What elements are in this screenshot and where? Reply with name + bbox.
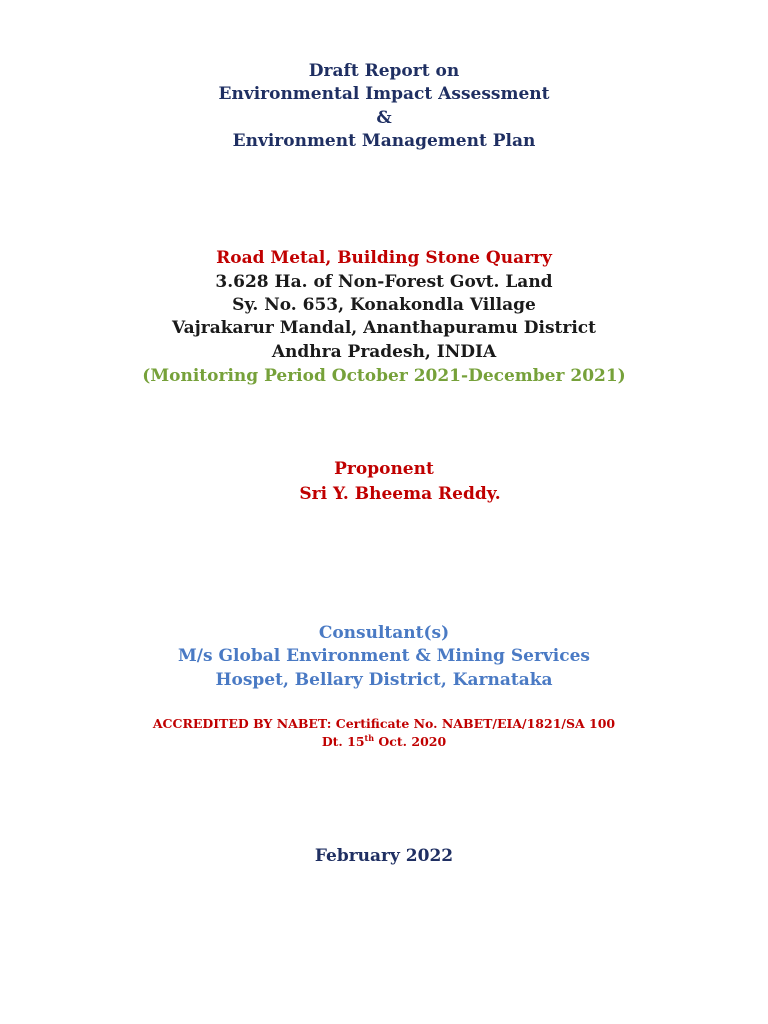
accreditation-date xyxy=(0,734,768,749)
consultant-firm: M/s Global Environment & Mining Services xyxy=(177,646,590,666)
project-name: Road Metal, Building Stone Quarry xyxy=(216,248,552,268)
project-survey: Sy. No. 653, Konakondla Village xyxy=(232,295,536,315)
title-line-2: Environmental Impact Assessment xyxy=(218,84,550,104)
proponent-name: Sri Y. Bheema Reddy. xyxy=(299,484,501,504)
accreditation-date-sup: th xyxy=(364,732,375,743)
title-line-1: Draft Report on xyxy=(308,61,460,81)
report-date: February 2022 xyxy=(314,846,454,866)
project-area: 3.628 Ha. of Non-Forest Govt. Land xyxy=(215,272,553,292)
project-state: Andhra Pradesh, INDIA xyxy=(271,342,497,362)
project-location: Vajrakarur Mandal, Ananthapuramu District xyxy=(171,318,597,338)
consultant-address: Hospet, Bellary District, Karnataka xyxy=(215,670,553,690)
accreditation-certificate: : Certificate No. NABET/EIA/1821/SA 100 xyxy=(326,716,616,731)
proponent-heading: Proponent xyxy=(334,459,434,479)
accreditation-line xyxy=(0,716,768,731)
accreditation-date-suffix: Oct. 2020 xyxy=(374,734,447,749)
title-ampersand: & xyxy=(376,108,392,128)
accreditation-date-prefix: Dt. 15 xyxy=(321,734,365,749)
monitoring-period: (Monitoring Period October 2021-December 2021) xyxy=(142,366,626,386)
accreditation-label: ACCREDITED BY NABET xyxy=(152,716,327,731)
consultant-heading: Consultant(s) xyxy=(318,623,450,643)
title-line-4: Environment Management Plan xyxy=(232,131,536,151)
